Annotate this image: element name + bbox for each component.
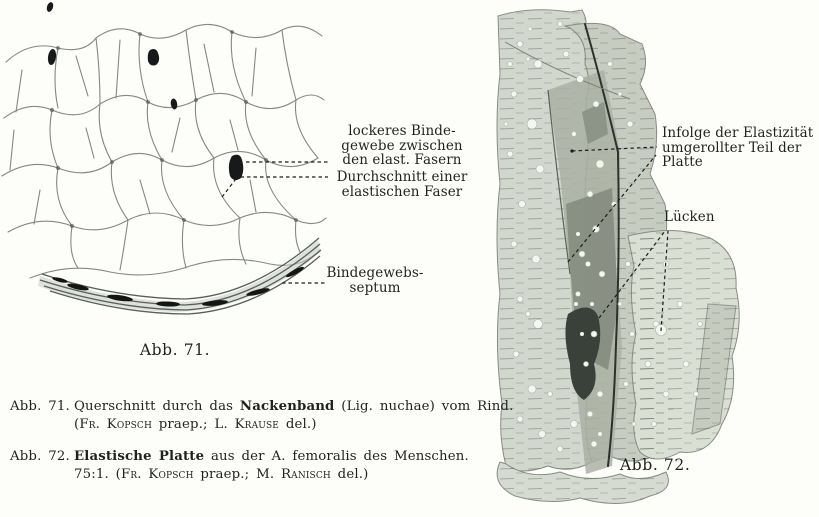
fig71-annotation-loose-tissue bbox=[326, 124, 478, 168]
caption-fig71 bbox=[10, 398, 514, 434]
caption-text: (Lig. nuchae) vom Rind. bbox=[334, 399, 514, 414]
fig72-annotation-gaps bbox=[664, 210, 715, 225]
connective-tissue-septum bbox=[38, 238, 321, 314]
caption-fig71-body bbox=[74, 398, 513, 434]
fig71-annotation-fiber-section bbox=[326, 170, 478, 199]
caption-credit-name: Fr. Kopsch bbox=[120, 467, 194, 482]
annotation-line: gewebe zwischen bbox=[341, 137, 463, 154]
caption-fig72-body bbox=[74, 448, 469, 484]
annotation-line: Infolge der Elastizität bbox=[662, 125, 814, 141]
fig72-annotation-rolled-part bbox=[662, 126, 817, 170]
annotation-line: Bindegewebs- bbox=[326, 265, 424, 281]
caption-bold-term: Nackenband bbox=[239, 399, 335, 414]
annotation-line: umgerollter Teil der bbox=[662, 139, 802, 156]
caption-text: ( bbox=[115, 467, 121, 482]
fig71-number-label: Abb. 71. bbox=[139, 341, 211, 359]
caption-credit-name: L. Krause bbox=[214, 417, 280, 432]
fiber-network-junctions bbox=[50, 30, 298, 228]
annotation-line: Durchschnitt einer bbox=[336, 169, 468, 185]
annotation-line: Platte bbox=[662, 154, 703, 171]
annotation-line: elastischen Faser bbox=[341, 183, 463, 200]
caption-bold-term: Elastische Platte bbox=[74, 449, 205, 464]
caption-fig72 bbox=[10, 448, 470, 484]
caption-text: ( bbox=[74, 417, 80, 432]
annotation-line: septum bbox=[349, 279, 401, 296]
caption-credit-name: M. Ranisch bbox=[256, 467, 331, 482]
caption-text: del.) bbox=[330, 467, 369, 482]
annotation-line: den elast. Fasern bbox=[342, 152, 462, 169]
caption-text: aus der A. femoralis des Menschen. bbox=[204, 449, 469, 464]
fig71-illustration bbox=[0, 0, 330, 335]
annotation-line: Lücken bbox=[664, 209, 715, 225]
caption-fig72-number: Abb. 72. bbox=[10, 449, 70, 464]
fig71-annotation-septum bbox=[316, 266, 434, 295]
caption-credit-name: Fr. Kopsch bbox=[79, 417, 152, 432]
caption-text: praep.; bbox=[151, 417, 215, 432]
fig72-number-label: Abb. 72. bbox=[620, 456, 691, 474]
caption-text: praep.; bbox=[193, 467, 257, 482]
caption-text: del.) bbox=[279, 417, 317, 432]
caption-fig71-number: Abb. 71. bbox=[10, 399, 70, 414]
caption-scale: 75:1. bbox=[74, 467, 116, 482]
fig72-illustration bbox=[470, 4, 750, 514]
annotation-line: lockeres Binde- bbox=[348, 123, 456, 139]
caption-text: Querschnitt durch das bbox=[74, 399, 240, 414]
